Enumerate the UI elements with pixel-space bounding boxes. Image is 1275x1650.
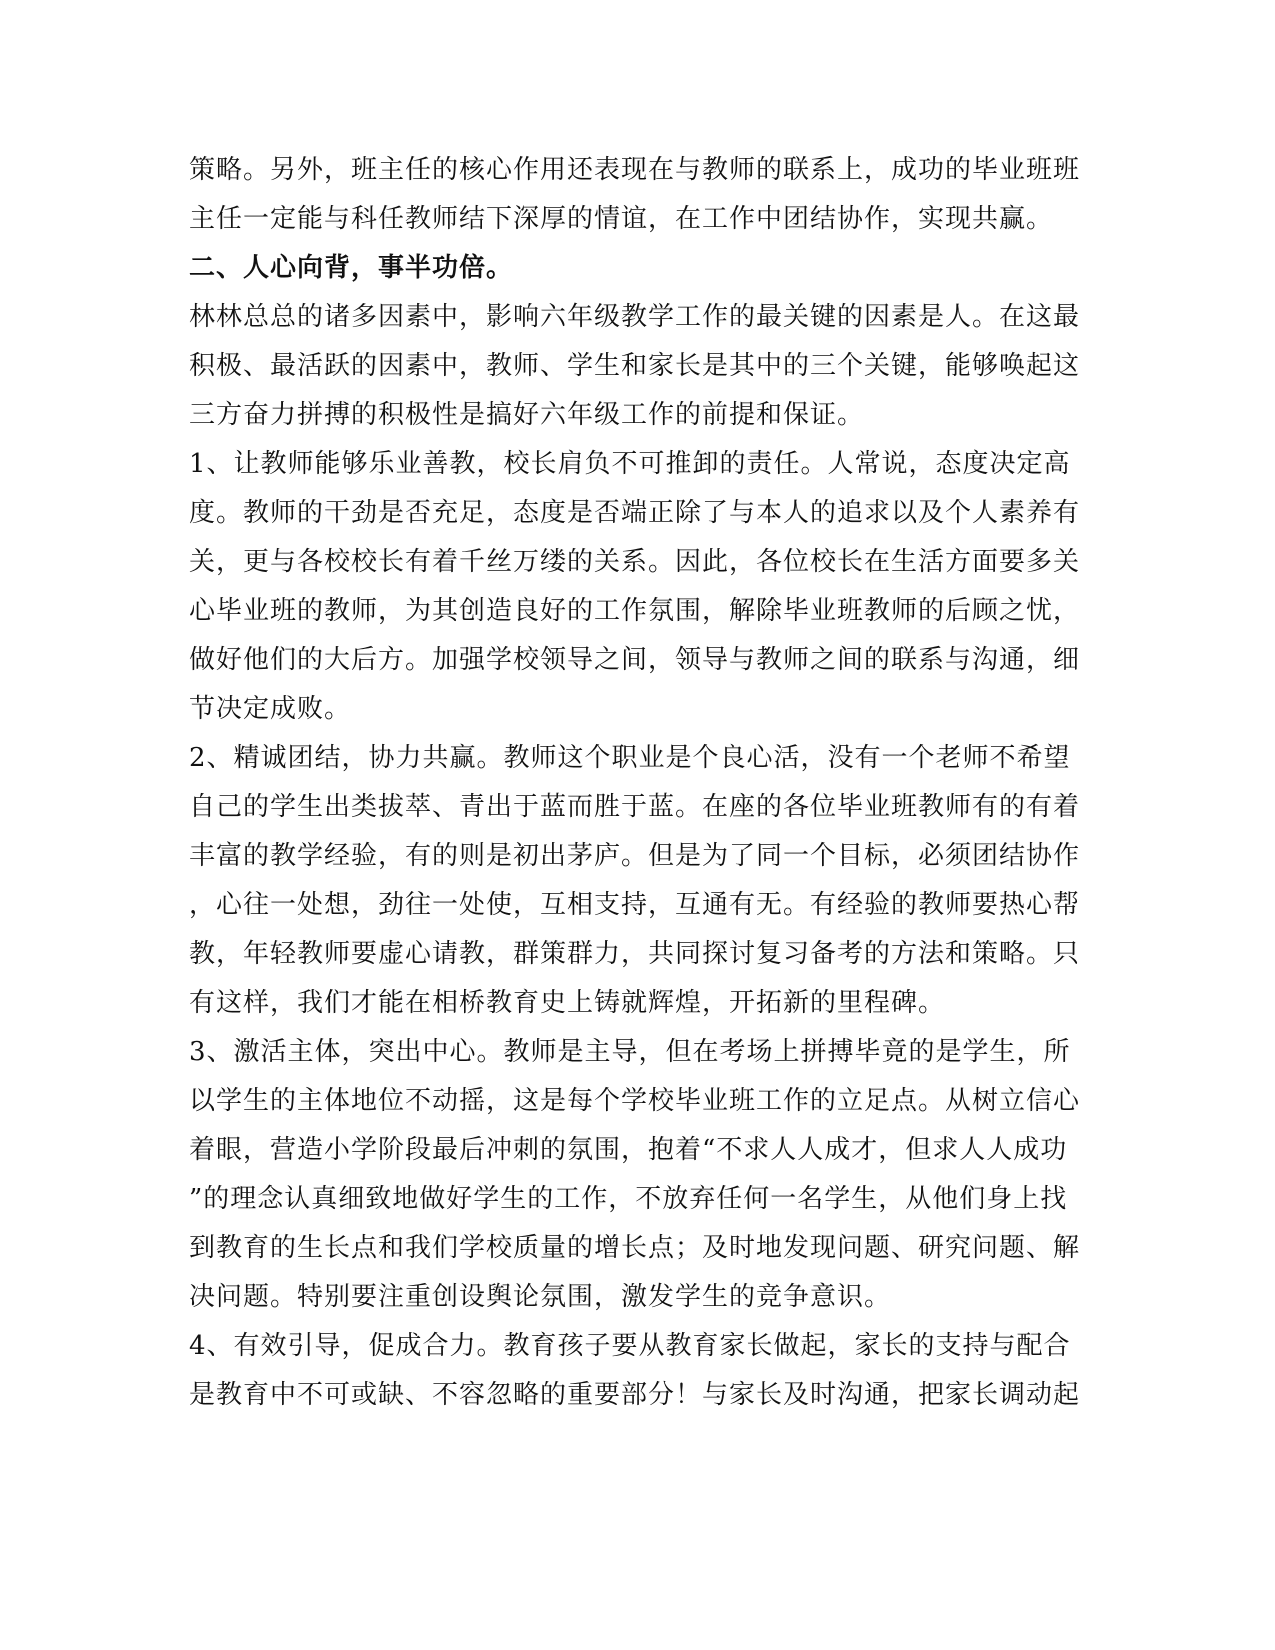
paragraph-line: 策略。另外，班主任的核心作用还表现在与教师的联系上，成功的毕业班班 (189, 155, 1081, 185)
paragraph-line: 是教育中不可或缺、不容忽略的重要部分！与家长及时沟通，把家长调动起 (189, 1380, 1081, 1410)
section-heading: 二、人心向背，事半功倍。 (189, 253, 514, 283)
paragraph-line: 到教育的生长点和我们学校质量的增长点；及时地发现问题、研究问题、解 (189, 1233, 1081, 1263)
paragraph-line: 有这样，我们才能在相桥教育史上铸就辉煌，开拓新的里程碑。 (189, 988, 946, 1018)
paragraph-line: 度。教师的干劲是否充足，态度是否端正除了与本人的追求以及个人素养有 (189, 498, 1081, 528)
paragraph-line: 节决定成败。 (189, 694, 352, 724)
paragraph-line: 心毕业班的教师，为其创造良好的工作氛围，解除毕业班教师的后顾之忧， (189, 596, 1081, 626)
paragraph-line: 着眼，营造小学阶段最后冲刺的氛围，抱着“不求人人成才，但求人人成功 (189, 1135, 1068, 1165)
paragraph-line: ”的理念认真细致地做好学生的工作，不放弃任何一名学生，从他们身上找 (189, 1184, 1068, 1214)
paragraph-line: 自己的学生出类拔萃、青出于蓝而胜于蓝。在座的各位毕业班教师有的有着 (189, 792, 1081, 822)
paragraph-line: 三方奋力拼搏的积极性是搞好六年级工作的前提和保证。 (189, 400, 865, 430)
paragraph-line: 3、激活主体，突出中心。教师是主导，但在考场上拼搏毕竟的是学生，所 (189, 1037, 1071, 1067)
paragraph-line: 4、有效引导，促成合力。教育孩子要从教育家长做起，家长的支持与配合 (189, 1331, 1071, 1361)
paragraph-line: 丰富的教学经验，有的则是初出茅庐。但是为了同一个目标，必须团结协作 (189, 841, 1081, 871)
paragraph-line: 2、精诚团结，协力共赢。教师这个职业是个良心活，没有一个老师不希望 (189, 743, 1071, 773)
paragraph-line: 做好他们的大后方。加强学校领导之间，领导与教师之间的联系与沟通，细 (189, 645, 1081, 675)
paragraph-line: 关，更与各校校长有着千丝万缕的关系。因此，各位校长在生活方面要多关 (189, 547, 1081, 577)
paragraph-line: 决问题。特别要注重创设舆论氛围，激发学生的竞争意识。 (189, 1282, 892, 1312)
paragraph-line: 林林总总的诸多因素中，影响六年级教学工作的最关键的因素是人。在这最 (189, 302, 1081, 332)
paragraph-line: 主任一定能与科任教师结下深厚的情谊，在工作中团结协作，实现共赢。 (189, 204, 1054, 234)
paragraph-line: ，心往一处想，劲往一处使，互相支持，互通有无。有经验的教师要热心帮 (189, 890, 1081, 920)
paragraph-line: 1、让教师能够乐业善教，校长肩负不可推卸的责任。人常说，态度决定高 (189, 449, 1071, 479)
paragraph-line: 积极、最活跃的因素中，教师、学生和家长是其中的三个关键，能够唤起这 (189, 351, 1081, 381)
paragraph-line: 教，年轻教师要虚心请教，群策群力，共同探讨复习备考的方法和策略。只 (189, 939, 1081, 969)
paragraph-line: 以学生的主体地位不动摇，这是每个学校毕业班工作的立足点。从树立信心 (189, 1086, 1081, 1116)
document-body (189, 146, 1089, 1420)
